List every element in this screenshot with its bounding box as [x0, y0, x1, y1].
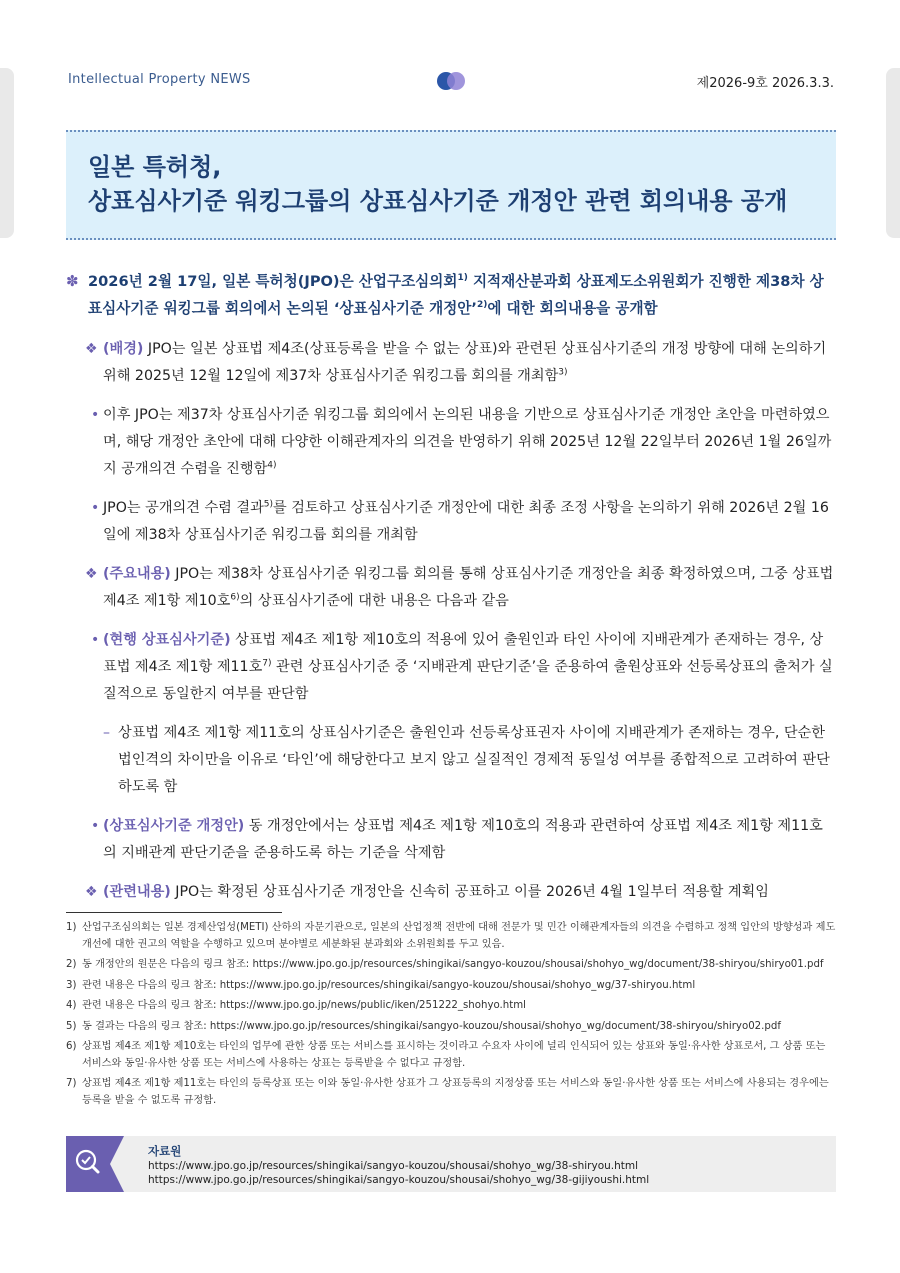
source-link[interactable]: https://www.jpo.go.jp/resources/shingikai/sangyo-kouzou/shousai/shohyo_wg/38-shiryou.html — [148, 1160, 639, 1172]
asterisk-icon: ✽ — [66, 272, 79, 290]
dot-bullet-icon: • — [91, 818, 100, 834]
side-tab-left — [0, 68, 14, 238]
list-item-amend: • (상표심사기준 개정안) 동 개정안에서는 상표법 제4조 제1항 제10호의 적용과 관련하여 상표법 제4조 제1항 제11호의 지배관계 판단기준을 준용하도록 하는 기준을 삭제함 — [66, 813, 836, 867]
footnote: 5) 동 결과는 다음의 링크 참조: https://www.jpo.go.jp/resources/shingikai/sangyo-kouzou/shousai/shohyo_wg/document/38-shiryou/shiryo02.pdf — [66, 1020, 781, 1032]
circles-logo-icon — [433, 70, 469, 92]
article-body — [66, 268, 836, 918]
item-label: (현행 상표심사기준) — [103, 632, 231, 648]
page-header — [68, 70, 834, 92]
footnote-ref-5: 5) — [263, 499, 274, 510]
diamond-bullet-icon: ❖ — [85, 566, 98, 582]
source-box — [66, 1136, 836, 1192]
section-background: ❖ (배경) JPO는 일본 상표법 제4조(상표등록을 받을 수 없는 상표)와 관련된 상표심사기준의 개정 방향에 대해 논의하기 위해 2025년 12월 12일에 제37차 상표심사기준 워킹그룹 회의를 개최함$^{3)}$ — [66, 336, 836, 390]
list-item-current: • (현행 상표심사기준) 상표법 제4조 제1항 제10호의 적용에 있어 출원인과 타인 사이에 지배관계가 존재하는 경우, 상표법 제4조 제1항 제11호$^{7)}$ 관련 상표심사기준 중 ‘지배관계 판단기준’을 준용하여 출원상표와 선등록상표의 출처가 실질적으로 동일한지 여부를 판단함 — [66, 627, 836, 708]
section-label: (주요내용) — [103, 566, 171, 582]
issue-number-date: 제2026-9호 2026.3.3. — [696, 76, 834, 91]
side-tab-right — [886, 68, 900, 238]
list-subitem-current: – 상표법 제4조 제1항 제11호의 상표심사기준은 출원인과 선등록상표권자 사이에 지배관계가 존재하는 경우, 단순한 법인격의 차이만을 이유로 ‘타인’에 해당한다고 보지 않고 실질적인 경제적 동일성 여부를 종합적으로 고려하여 판단하도록 함 — [66, 720, 836, 801]
source-badge — [66, 1136, 110, 1192]
section-label: (관련내용) — [103, 884, 171, 900]
section-main: ❖ (주요내용) JPO는 제38차 상표심사기준 워킹그룹 회의를 통해 상표심사기준 개정안을 최종 확정하였으며, 그중 상표법 제4조 제1항 제10호$^{6)}$의 상표심사기준에 대한 내용은 다음과 같음 — [66, 561, 836, 615]
footnote-ref-3: 3) — [558, 367, 568, 378]
dot-bullet-icon: • — [91, 407, 100, 423]
footnote-ref-1: 1) — [457, 273, 468, 284]
lead-paragraph: ✽ 2026년 2월 17일, 일본 특허청(JPO)은 산업구조심의회$^{1)}$ 지적재산분과회 상표제도소위원회가 진행한 제38차 상표심사기준 워킹그룹 회의에서 논의된 ‘상표심사기준 개정안’$^{2)}$에 대한 회의내용을 공개함 — [66, 268, 836, 322]
dash-icon: – — [103, 725, 110, 741]
page-title-line1: 일본 특허청, — [88, 153, 222, 181]
list-item-after: • 이후 JPO는 제37차 상표심사기준 워킹그룹 회의에서 논의된 내용을 기반으로 상표심사기준 개정안 초안을 마련하였으며, 해당 개정안 초안에 대해 다양한 이해관계자의 의견을 반영하기 위해 2025년 12월 22일부터 2026년 1월 26일까지 공개의견 수렴을 진행함$^{4)}$ — [66, 402, 836, 483]
newsletter-brand: Intellectual Property NEWS — [68, 72, 251, 87]
list-item-review: • JPO는 공개의견 수렴 결과$^{5)}$를 검토하고 상표심사기준 개정안에 대한 최종 조정 사항을 논의하기 위해 2026년 2월 16일에 제38차 상표심사기준 워킹그룹 회의를 개최함 — [66, 495, 836, 549]
footnote-ref-2: 2) — [476, 300, 488, 311]
footnote-ref-6: 6) — [230, 592, 240, 603]
footnote: 1) 산업구조심의회는 일본 경제산업성(METI) 산하의 자문기관으로, 일본의 산업정책 전반에 대해 전문가 및 민간 이해관계자들의 의견을 수렴하고 정책 입안의 방향성과 제도 개선에 대한 권고의 역할을 수행하고 있으며 분야별로 세분화된 분과회와 소위원회를 두고 있음. — [66, 922, 836, 950]
item-label: (상표심사기준 개정안) — [103, 818, 245, 834]
source-label: 자료원 — [148, 1144, 182, 1158]
source-link[interactable]: https://www.jpo.go.jp/resources/shingikai/sangyo-kouzou/shousai/shohyo_wg/38-gijiyoushi.html — [148, 1174, 650, 1186]
footnote: 6) 상표법 제4조 제1항 제10호는 타인의 업무에 관한 상품 또는 서비스를 표시하는 것이라고 수요자 사이에 널리 인식되어 있는 상표와 동일·유사한 상표로서, 그 상품 또는 서비스와 동일·유사한 상품 또는 서비스에 사용하는 상표는 등록받을 수 없다고 규정함. — [66, 1041, 826, 1069]
dot-bullet-icon: • — [91, 632, 100, 648]
footnote: 7) 상표법 제4조 제1항 제11호는 타인의 등록상표 또는 이와 동일·유사한 상표가 그 상표등록의 지정상품 또는 서비스와 동일·유사한 상품 또는 서비스에 사용되는 경우에는 등록을 받을 수 없도록 규정함. — [66, 1078, 829, 1106]
footnote-ref-4: 4) — [267, 460, 277, 471]
source-badge-notch — [110, 1136, 124, 1192]
footnote: 3) 관련 내용은 다음의 링크 참조: https://www.jpo.go.jp/resources/shingikai/sangyo-kouzou/shousai/shohyo_wg/37-shiryou.html — [66, 979, 696, 991]
footnote: 4) 관련 내용은 다음의 링크 참조: https://www.jpo.go.jp/news/public/iken/251222_shohyo.html — [66, 1000, 526, 1011]
diamond-bullet-icon: ❖ — [85, 341, 98, 357]
page-title-line2: 상표심사기준 워킹그룹의 상표심사기준 개정안 관련 회의내용 공개 — [88, 187, 788, 215]
section-related: ❖ (관련내용) JPO는 확정된 상표심사기준 개정안을 신속히 공표하고 이를 2026년 4월 1일부터 적용할 계획임 — [66, 879, 836, 906]
footnotes — [66, 920, 838, 1113]
title-box — [66, 130, 836, 240]
footnote: 2) 동 개정안의 원문은 다음의 링크 참조: https://www.jpo.go.jp/resources/shingikai/sangyo-kouzou/shousai/shohyo_wg/document/38-shiryou/shiryo01.pdf — [66, 959, 824, 970]
footnote-ref-7: 7) — [262, 658, 272, 669]
dot-bullet-icon: • — [91, 500, 100, 516]
footnote-divider — [66, 912, 282, 913]
section-label: (배경) — [103, 341, 144, 357]
magnifier-check-icon — [66, 1136, 110, 1192]
diamond-bullet-icon: ❖ — [85, 884, 98, 900]
